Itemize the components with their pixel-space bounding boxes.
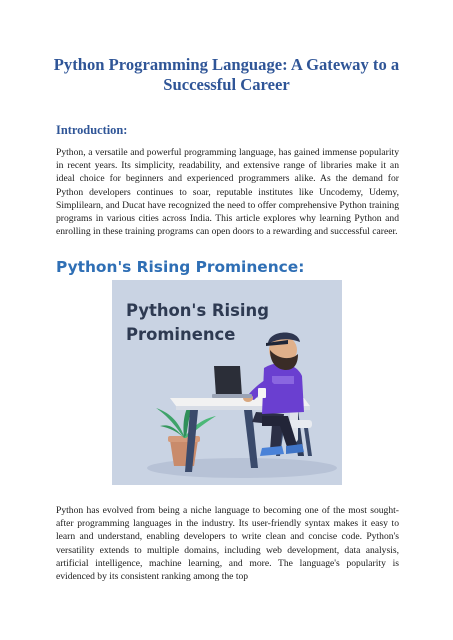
section-heading: Python's Rising Prominence:: [56, 258, 305, 276]
introduction-paragraph: Python, a versatile and powerful programming language, has gained immense popularity in recent years. Its simplicity, readability, and extensive range of libraries make it an ideal choice for beginners and experienced programmers alike. As the demand for Python developers continues to soar, reputable institutes like Uncodemy, Udemy, Simplilearn, and Ducat have recognized the need to offer comprehensive Python training programs in various cities across India. This article explores why learning Python and enrolling in these training programs can open doors to a rewarding and successful career.: [56, 147, 399, 238]
illustration-image: [112, 280, 342, 485]
introduction-heading: Introduction:: [56, 123, 128, 137]
section-paragraph: Python has evolved from being a niche language to becoming one of the most sought-after programming languages in the industry. Its user-friendly syntax makes it easy to learn and understand, enabling developers to write clean and concise code. Python's versatility extends to multiple domains, including web development, data analysis, artificial intelligence, machine learning, and more. The language's popularity is evidenced by its consistent ranking among the top: [56, 505, 399, 583]
illustration-caption: Python's Rising Prominence: [126, 301, 269, 344]
document-title: Python Programming Language: A Gateway to a Successful Career: [53, 55, 400, 94]
